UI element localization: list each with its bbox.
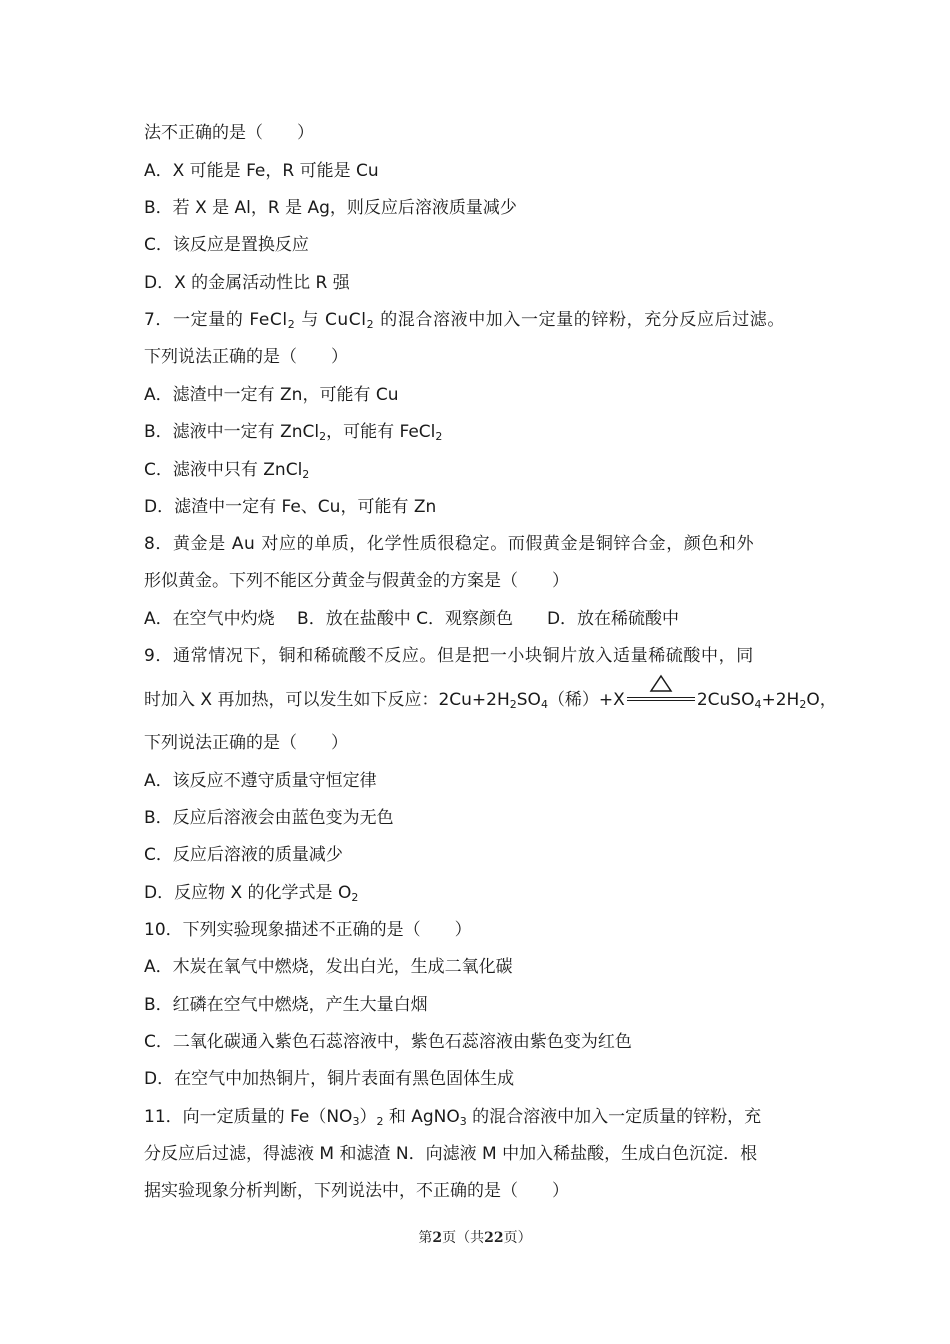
q7-option-c: C．滤液中只有 ZnCl$_2$ [144,460,310,481]
q11-stem-line3: 据实验现象分析判断，下列说法中，不正确的是（ ） [144,1181,569,1201]
q8-stem-line1: 8．黄金是 Au 对应的单质，化学性质很稳定。而假黄金是铜锌合金，颜色和外 [144,534,755,554]
q10-option-d: D．在空气中加热铜片，铜片表面有黑色固体生成 [144,1069,515,1089]
q6-option-c: C．该反应是置换反应 [144,235,309,255]
q8-options: A．在空气中灼烧 B．放在盐酸中 C．观察颜色 D．放在稀硫酸中 [144,609,680,629]
q10-option-b: B．红磷在空气中燃烧，产生大量白烟 [144,995,428,1015]
double-bar [627,697,695,701]
q6-stem-tail: 法不正确的是（ ） [144,123,314,143]
q10-option-a: A．木炭在氧气中燃烧，发出白光，生成二氧化碳 [144,957,513,977]
q7-option-a: A．滤渣中一定有 Zn，可能有 Cu [144,385,399,405]
q9-stem-line2: 时加入 X 再加热，可以发生如下反应：$2Cu+2H_2SO_4$（稀）+X $2CuSO_4+2H_2O$， [144,688,830,712]
q11-stem-line1: 11．向一定质量的 $Fe(NO_3)_2$ 和 AgNO$_3$ 的混合溶液中加入一定质量的锌粉，充 [144,1107,762,1128]
q9-option-d: D．反应物 X 的化学式是 $O_2$ [144,883,359,904]
q9-option-b: B．反应后溶液会由蓝色变为无色 [144,808,394,828]
page-footer: 第2页（共22页） [418,1230,532,1246]
q11-stem-line2: 分反应后过滤，得滤液 M 和滤渣 N．向滤液 M 中加入稀盐酸，生成白色沉淀．根 [144,1144,758,1164]
q10-option-c: C．二氧化碳通入紫色石蕊溶液中，紫色石蕊溶液由紫色变为红色 [144,1032,632,1052]
q9-option-c: C．反应后溶液的质量减少 [144,845,343,865]
q9-stem-line1: 9．通常情况下，铜和稀硫酸不反应。但是把一小块铜片放入适量稀硫酸中，同 [144,646,754,666]
q6-option-b: B．若 X 是 Al，R 是 Ag，则反应后溶液质量减少 [144,198,517,218]
q6-option-a: A．X 可能是 Fe，R 可能是 Cu [144,161,379,181]
q7-stem-line1: 7．一定量的 FeCl$_2$ 与 CuCl$_2$ 的混合溶液中加入一定量的锌粉，充分反应后过滤。 [144,310,786,331]
q7-option-d: D．滤渣中一定有 Fe、Cu，可能有 Zn [144,497,437,517]
q8-stem-line2: 形似黄金。下列不能区分黄金与假黄金的方案是（ ） [144,571,569,591]
q9-stem-line3: 下列说法正确的是（ ） [144,733,348,753]
triangle-heat-icon [649,674,673,694]
q7-option-b: B．滤液中一定有 ZnCl$_2$，可能有 FeCl$_2$ [144,422,443,443]
q6-option-d: D．X 的金属活动性比 R 强 [144,273,350,293]
q9-option-a: A．该反应不遵守质量守恒定律 [144,771,377,791]
q10-stem: 10．下列实验现象描述不正确的是（ ） [144,920,472,940]
heating-equals-sign [625,688,697,708]
q7-stem-line2: 下列说法正确的是（ ） [144,347,348,367]
page-number: 2 [432,1230,443,1246]
total-pages: 22 [484,1230,504,1246]
